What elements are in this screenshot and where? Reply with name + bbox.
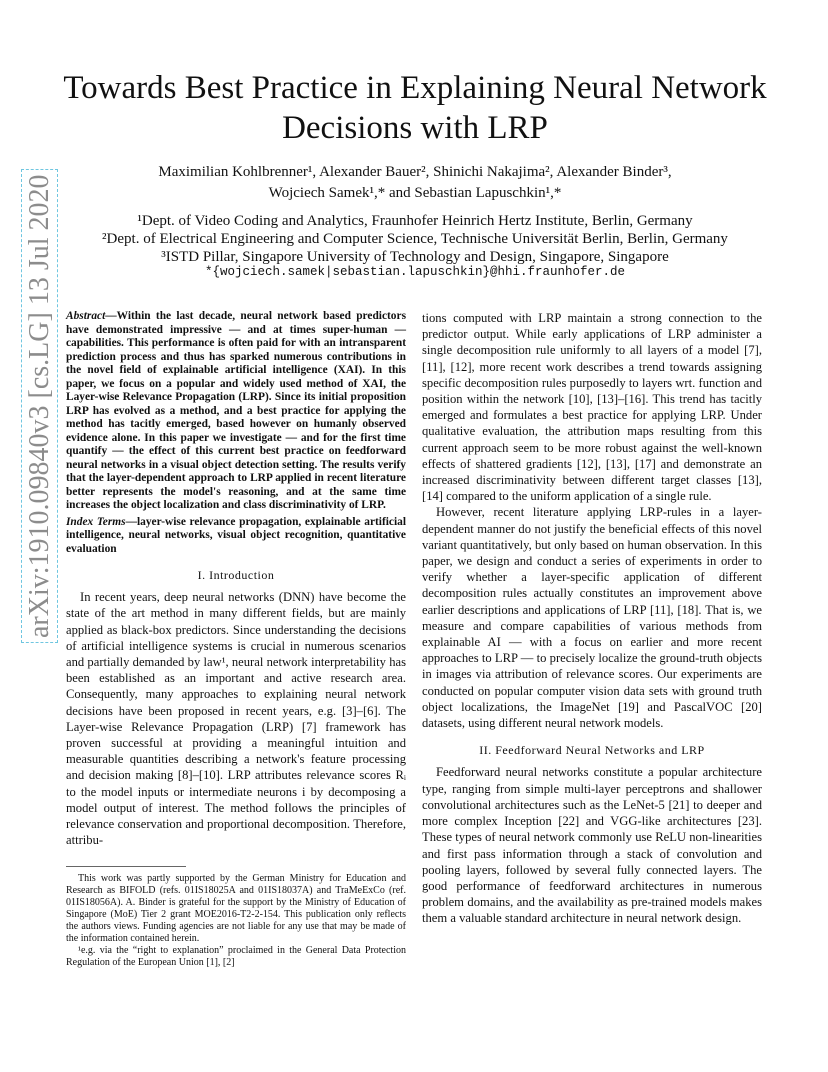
arxiv-identifier: arXiv:1910.09840v3 [cs.LG] 13 Jul 2020 bbox=[24, 174, 55, 638]
abstract bbox=[66, 310, 406, 513]
footnote-rule bbox=[66, 866, 186, 867]
section-heading-feedforward: II. Feedforward Neural Networks and LRP bbox=[479, 743, 705, 758]
intro-paragraph: In recent years, deep neural networks (DNN) have become the state of the art method in many different fields, but are mainly applied as black-box predictors. Since understanding the decisions of artificial intelligence systems is crucial in numerous scenarios and partially demanded by law¹, neural network interpretability has been established as an important and active research area. Consequently, many approaches to explaining neural network decisions have been proposed in recent years, e.g. [3]–[6]. The Layer-wise Relevance Propagation (LRP) [7] framework has proven successful at providing a meaningful intuition and measurable quantities describing a network's feature processing and decision making [8]–[10]. LRP attributes relevance scores Rᵢ to the model inputs or intermediate neurons i by decomposing a model output of interest. The method follows the principles of relevance conservation and proportional decomposition. Therefore, attribu- bbox=[66, 590, 406, 848]
paper-title: Towards Best Practice in Explaining Neural Network Decisions with LRP bbox=[63, 70, 767, 146]
abstract-text: —Within the last decade, neural network based predictors have demonstrated impressive — and at times super-human — capabilities. This performance is often paid for with an intransparent prediction process and thus has sparked numerous contributions in the novel field of explainable artificial intelligence (XAI). In this paper, we focus on a popular and widely used method of XAI, the Layer-wise Relevance Propagation (LRP). Since its initial proposition LRP has evolved as a method, and a best practice for applying the method has tacitly emerged, based however on humanly observed evidence alone. In this paper we investigate — and for the first time quantify — the effect of this current best practice on feedforward neural networks in a visual object detection setting. The results verify that the layer-dependent approach to LRP applied in recent literature better represents the model's reasoning, and at the same time increases the object localization and class discriminativity of LRP. bbox=[66, 310, 406, 511]
affiliation-2: ²Dept. of Electrical Engineering and Computer Science, Technische Universität Berlin, Berlin, Germany bbox=[102, 231, 728, 247]
funding-footnote: This work was partly supported by the German Ministry for Education and Research as BIFOLD (refs. 01IS18025A and 01IS18037A) and TraMeExCo (ref. 01IS18056A). A. Binder is grateful for the support by the Ministry of Education of Singapore (MoE) Tier 2 grant MOE2016-T2-2-154. This publication only reflects the authors views. Funding agencies are not liable for any use that may be made of the information contained herein. bbox=[66, 873, 406, 945]
right-column bbox=[422, 310, 762, 927]
left-column bbox=[66, 310, 406, 969]
footnote-1: ¹e.g. via the “right to explanation” proclaimed in the General Data Protection Regulation of the European Union [1], [2] bbox=[66, 945, 406, 969]
author-list bbox=[80, 162, 750, 204]
paragraph-continuation: tions computed with LRP maintain a strong connection to the predictor output. While early applications of LRP administer a single decomposition rule uniformly to all layers of a model [7], [11], [12], more recent work describes a trend towards assigning specific decomposition rules purposedly to layers wrt. function and position within the network [10], [13]–[16]. This trend has tacitly emerged and formulates a best practice for applying LRP. Under qualitative evaluation, the attribution maps resulting from this current approach seem to be more robust against the well-known effects of shattered gradients [12], [13], [17] and demonstrate an increased discriminativity between different target classes [13], [14] compared to the uniform application of a single rule. bbox=[422, 311, 762, 504]
paragraph-however: However, recent literature applying LRP-rules in a layer-dependent manner do not justify the beneficial effects of this novel variant quantitatively, but only based on human observation. In this paper, we design and conduct a series of experiments in order to verify whether a layer-specific application of different decomposition rules actually constitutes an improvement above earlier descriptions and applications of LRP [11], [18]. That is, we measure and compare capabilities of various methods from explainable AI — with a focus on earlier and more recent approaches to LRP — to precisely localize the ground-truth objects in images via attribution of relevance scores. Our experiments are conducted on popular computer vision data sets with ground truth object localizations, the ImageNet [19] and PascalVOC [20] datasets, using different neural network models. bbox=[422, 505, 762, 731]
abstract-label: Abstract bbox=[66, 310, 106, 322]
index-terms-text: —layer-wise relevance propagation, explainable artificial intelligence, neural networks, visual object recognition, quantitative evaluation bbox=[66, 515, 406, 555]
section-heading-introduction: I. Introduction bbox=[197, 568, 275, 582]
author-line-2: Wojciech Samek¹,* and Sebastian Lapuschkin¹,* bbox=[268, 185, 562, 201]
index-terms bbox=[66, 516, 406, 557]
author-line-1: Maximilian Kohlbrenner¹, Alexander Bauer², Shinichi Nakajima², Alexander Binder³, bbox=[158, 164, 672, 180]
paragraph-feedforward: Feedforward neural networks constitute a popular architecture type, ranging from simple multi-layer perceptrons and shallower convolutional architectures such as the LeNet-5 [21] to deeper and more complex Inception [22] and VGG-like architectures [23]. These types of neural network commonly use ReLU non-linearities and first pass information through a stack of convolution and pooling layers, followed by several fully connected layers. The good performance of feedforward architectures in numerous problem domains, and the availability as pre-trained models makes them a valuable standard architecture in neural network design. bbox=[422, 765, 762, 926]
contact-emails: *{wojciech.samek|sebastian.lapuschkin}@hhi.fraunhofer.de bbox=[204, 265, 626, 279]
affiliation-1: ¹Dept. of Video Coding and Analytics, Fraunhofer Heinrich Hertz Institute, Berlin, Germany bbox=[137, 213, 693, 229]
index-terms-label: Index Terms bbox=[66, 515, 126, 528]
affiliation-3: ³ISTD Pillar, Singapore University of Technology and Design, Singapore, Singapore bbox=[161, 249, 669, 265]
affiliation-list bbox=[60, 212, 770, 266]
